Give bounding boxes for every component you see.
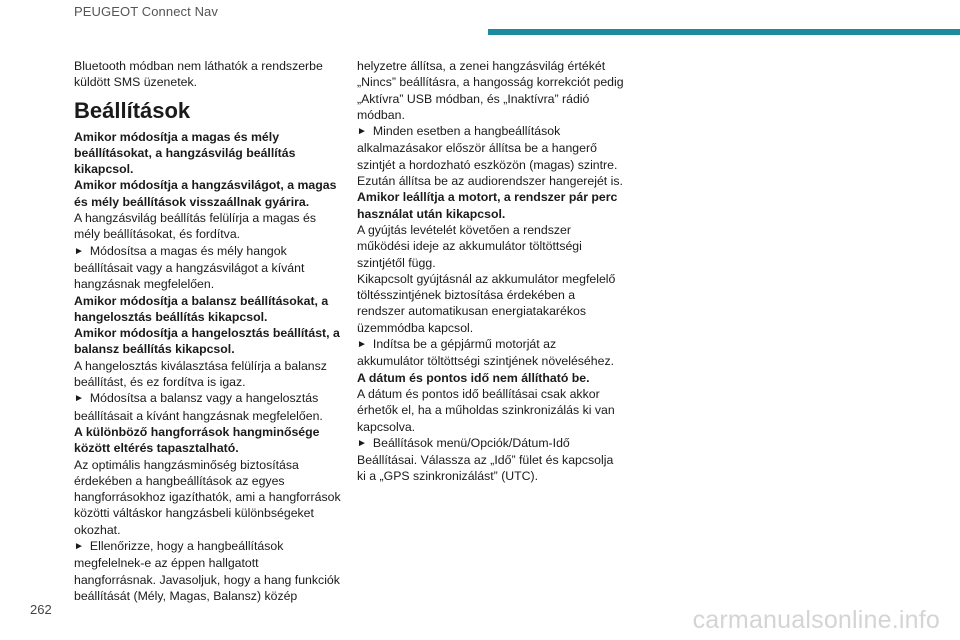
header-accent-bar <box>488 29 960 35</box>
paragraph: Amikor módosítja a hangelosztás beállítást, a balansz beállítás kikapcsol. <box>74 326 340 357</box>
watermark: carmanualsonline.info <box>692 606 940 634</box>
arrow-bullet-icon: ► <box>357 339 367 351</box>
paragraph: A különböző hangforrások hangminősége között eltérés tapasztalható. <box>74 424 320 456</box>
arrow-bullet-icon: ► <box>74 245 84 257</box>
paragraph: Amikor módosítja a balansz beállításokat, a hangelosztás beállítás kikapcsol. <box>74 293 329 324</box>
paragraph: A hangzásvilág beállítás felülírja a magas és mély beállításokat, és fordítva. <box>74 211 316 242</box>
arrow-bullet-icon: ► <box>357 126 367 138</box>
paragraph: Az optimális hangzásminőség biztosítása érdekében a hangbeállítások az egyes hangforrásokhoz igazíthatók, ami a hangforrások közötti váltáskor hangzásbeli különbségeket okozhat. <box>74 457 341 537</box>
section-title: Beállítások <box>74 97 191 123</box>
bullet-paragraph <box>357 435 625 485</box>
bullet-text: Beállítások menü/Opciók/Dátum-Idő Beállításai. Válassza az „Idő” fület és kapcsolja ki a „GPS szinkronizálást” (UTC). <box>357 435 614 484</box>
bullet-text: Módosítsa a magas és mély hangok beállításait vagy a hangzásvilágot a kívánt hangzásnak megfelelően. <box>74 243 305 292</box>
bullet-text: Ellenőrizze, hogy a hangbeállítások megfelelnek-e az éppen hallgatott hangforrásnak. Javasoljuk, hogy a hang funkciók beállítását (Mély, Magas, Balansz) közép <box>74 539 340 603</box>
bullet-paragraph <box>357 123 625 189</box>
intro-paragraph: Bluetooth módban nem láthatók a rendszerbe küldött SMS üzenetek. <box>74 59 323 90</box>
paragraph: helyzetre állítsa, a zenei hangzásvilág értékét „Nincs” beállításra, a hangosság korrekciót pedig „Aktívra” USB módban, és „Inaktívra” rádió módban. <box>357 59 624 122</box>
paragraph: A dátum és pontos idő nem állítható be. <box>357 370 590 385</box>
bullet-text: Módosítsa a balansz vagy a hangelosztás beállításait a kívánt hangzásnak megfelelően. <box>74 391 323 423</box>
bullet-paragraph <box>74 390 342 424</box>
paragraph: Amikor leállítja a motort, a rendszer pár perc használat után kikapcsol. <box>357 190 618 221</box>
page-number: 262 <box>30 602 52 617</box>
arrow-bullet-icon: ► <box>357 437 367 449</box>
arrow-bullet-icon: ► <box>74 541 84 553</box>
bullet-paragraph <box>74 243 342 293</box>
right-column <box>357 58 625 485</box>
paragraph: Amikor módosítja a hangzásvilágot, a magas és mély beállítások visszaállnak gyárira. <box>74 178 337 209</box>
bullet-paragraph <box>74 538 342 604</box>
paragraph: A dátum és pontos idő beállításai csak akkor érhetők el, ha a műholdas szinkronizálás ki van kapcsolva. <box>357 386 615 434</box>
paragraph: A hangelosztás kiválasztása felülírja a balansz beállítást, és ez fordítva is igaz. <box>74 358 327 390</box>
bullet-text: Indítsa be a gépjármű motorját az akkumulátor töltöttségi szintjének növeléséhez. <box>357 337 615 369</box>
paragraph: A gyújtás levételét követően a rendszer működési ideje az akkumulátor töltöttségi szintjétől függ. <box>357 222 582 270</box>
bullet-text: Minden esetben a hangbeállítások alkalmazásakor először állítsa be a hangerő szintjét a hordozható eszközön (magas) szintre. Ezután állítsa be az audiorendszer hangerejét is. <box>357 124 623 189</box>
bullet-paragraph <box>357 336 625 370</box>
arrow-bullet-icon: ► <box>74 393 84 405</box>
left-column <box>74 58 342 604</box>
header-title: PEUGEOT Connect Nav <box>74 4 218 19</box>
paragraph: Kikapcsolt gyújtásnál az akkumulátor megfelelő töltésszintjének biztosítása érdekében a rendszer automatikusan energiatakarékos üzemmódba kapcsol. <box>357 271 616 335</box>
paragraph: Amikor módosítja a magas és mély beállításokat, a hangzásvilág beállítás kikapcsol. <box>74 129 296 177</box>
